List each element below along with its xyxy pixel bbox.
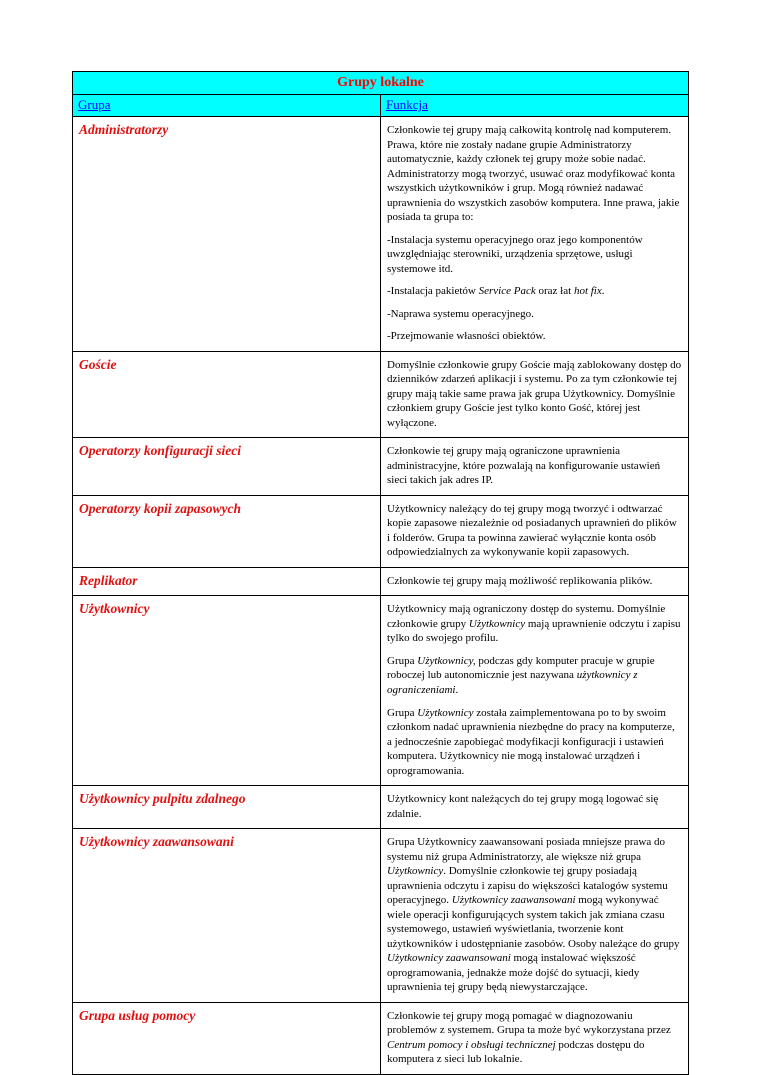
column-link-grupa[interactable]: Grupa — [78, 97, 111, 112]
description-paragraph: Użytkownicy należący do tej grupy mogą tworzyć i odtwarzać kopie zapasowe niezależnie od posiadanych uprawnień do plików i folderów. Grupa ta powinna zawierać wyłącznie konta osób odpowiedzialnych za wykonywanie kopii zapasowych. — [387, 502, 677, 559]
description-paragraph: Użytkownicy kont należących do tej grupy mogą logować się zdalnie. — [387, 793, 659, 820]
group-description — [381, 596, 689, 786]
table-title-row — [73, 72, 689, 95]
group-description — [381, 786, 689, 829]
group-row — [73, 438, 689, 496]
group-description — [381, 438, 689, 496]
group-name: Użytkownicy zaawansowani — [73, 829, 381, 1003]
group-name: Replikator — [73, 567, 381, 596]
group-name: Grupa usług pomocy — [73, 1002, 381, 1074]
group-row — [73, 351, 689, 438]
column-link-funkcja[interactable]: Funkcja — [386, 97, 428, 112]
group-name: Administratorzy — [73, 117, 381, 352]
column-header-grupa-cell — [73, 95, 381, 117]
description-paragraph: Grupa Użytkownicy została zaimplementowana po to by swoim członkom nadać uprawnienia niezbędne do pracy na komputerze, a jednocześnie zapobiegać modyfikacji konfiguracji i ustawień komputera. Użytkownicy nie mogą instalować urządzeń i oprogramowania. — [387, 706, 675, 777]
group-name: Użytkownicy — [73, 596, 381, 786]
group-row — [73, 786, 689, 829]
description-paragraph: Członkowie tej grupy mają możliwość replikowania plików. — [387, 574, 653, 587]
group-name: Operatorzy kopii zapasowych — [73, 495, 381, 567]
description-paragraph: -Instalacja pakietów Service Pack oraz łat hot fix. — [387, 285, 605, 298]
group-row — [73, 1002, 689, 1074]
description-paragraph: Użytkownicy mają ograniczony dostęp do systemu. Domyślnie członkowie grupy Użytkownicy mają uprawnienie odczytu i zapisu tylko do swojego profilu. — [387, 603, 681, 645]
table-title: Grupy lokalne — [73, 72, 689, 95]
table-body — [73, 117, 689, 1075]
description-paragraph: Grupa Użytkownicy, podczas gdy komputer pracuje w grupie roboczej lub autonomicznie jest nazywana użytkownicy z ograniczeniami. — [387, 654, 655, 696]
description-paragraph: Członkowie tej grupy mają ograniczone uprawnienia administracyjne, które pozwalają na konfigurowanie ustawień sieci takich jak adres IP. — [387, 445, 661, 487]
description-paragraph: Członkowie tej grupy mają całkowitą kontrolę nad komputerem. Prawa, które nie zostały nadane grupie Administratorzy automatycznie, każdy członek tej grupy może sobie nadać. Administratorzy mogą tworzyć, usuwać oraz modyfikować konta wszystkich użytkowników i grup. Mogą również nadawać uprawnienia do wszystkich zasobów komputera. Inne prawa, jakie posiada ta grupa to: — [387, 124, 680, 224]
group-row — [73, 567, 689, 596]
description-paragraph: Grupa Użytkownicy zaawansowani posiada mniejsze prawa do systemu niż grupa Administratorzy, ale większe niż grupa Użytkownicy. Domyślnie członkowie tej grupy posiadają uprawnienia odczytu i zapisu do większości katalogów systemu operacyjnego. Użytkownicy zaawansowani mogą wykonywać wiele operacji konfigurujących system takich jak zmiana czasu systemowego, ustawień wyświetlania, tworzenie kont użytkowników i udostępnianie zasobów. Osoby należące do grupy Użytkownicy zaawansowani mogą instalować większość oprogramowania, jednakże może dojść do sytuacji, kiedy uprawnienia tej grupy będą niewystarczające. — [387, 836, 680, 994]
group-row — [73, 596, 689, 786]
group-description — [381, 567, 689, 596]
group-name: Operatorzy konfiguracji sieci — [73, 438, 381, 496]
description-paragraph: Członkowie tej grupy mogą pomagać w diagnozowaniu problemów z systemem. Grupa ta może być wykorzystana przez Centrum pomocy i obsługi technicznej podczas dostępu do komputera z sieci lub lokalnie. — [387, 1009, 671, 1066]
description-paragraph: -Instalacja systemu operacyjnego oraz jego komponentów uwzględniając sterowniki, urządzenia sprzętowe, usługi systemowe itd. — [387, 233, 643, 275]
description-paragraph: Domyślnie członkowie grupy Goście mają zablokowany dostęp do dzienników zdarzeń aplikacji i systemu. Po za tym członkowie tej grupy mają takie same prawa jak grupa Użytkownicy. Domyślnie członkiem grupy Goście jest tylko konto Gość, której jest wyłączone. — [387, 358, 682, 429]
group-name: Użytkownicy pulpitu zdalnego — [73, 786, 381, 829]
group-row — [73, 117, 689, 352]
group-description — [381, 495, 689, 567]
group-description — [381, 829, 689, 1003]
description-paragraph: -Naprawa systemu operacyjnego. — [387, 307, 534, 320]
group-name: Goście — [73, 351, 381, 438]
column-header-row — [73, 95, 689, 117]
description-paragraph: -Przejmowanie własności obiektów. — [387, 330, 546, 343]
group-description — [381, 351, 689, 438]
group-row — [73, 495, 689, 567]
group-description — [381, 117, 689, 352]
column-header-funkcja-cell — [381, 95, 689, 117]
group-row — [73, 829, 689, 1003]
local-groups-table — [72, 71, 689, 1075]
group-description — [381, 1002, 689, 1074]
